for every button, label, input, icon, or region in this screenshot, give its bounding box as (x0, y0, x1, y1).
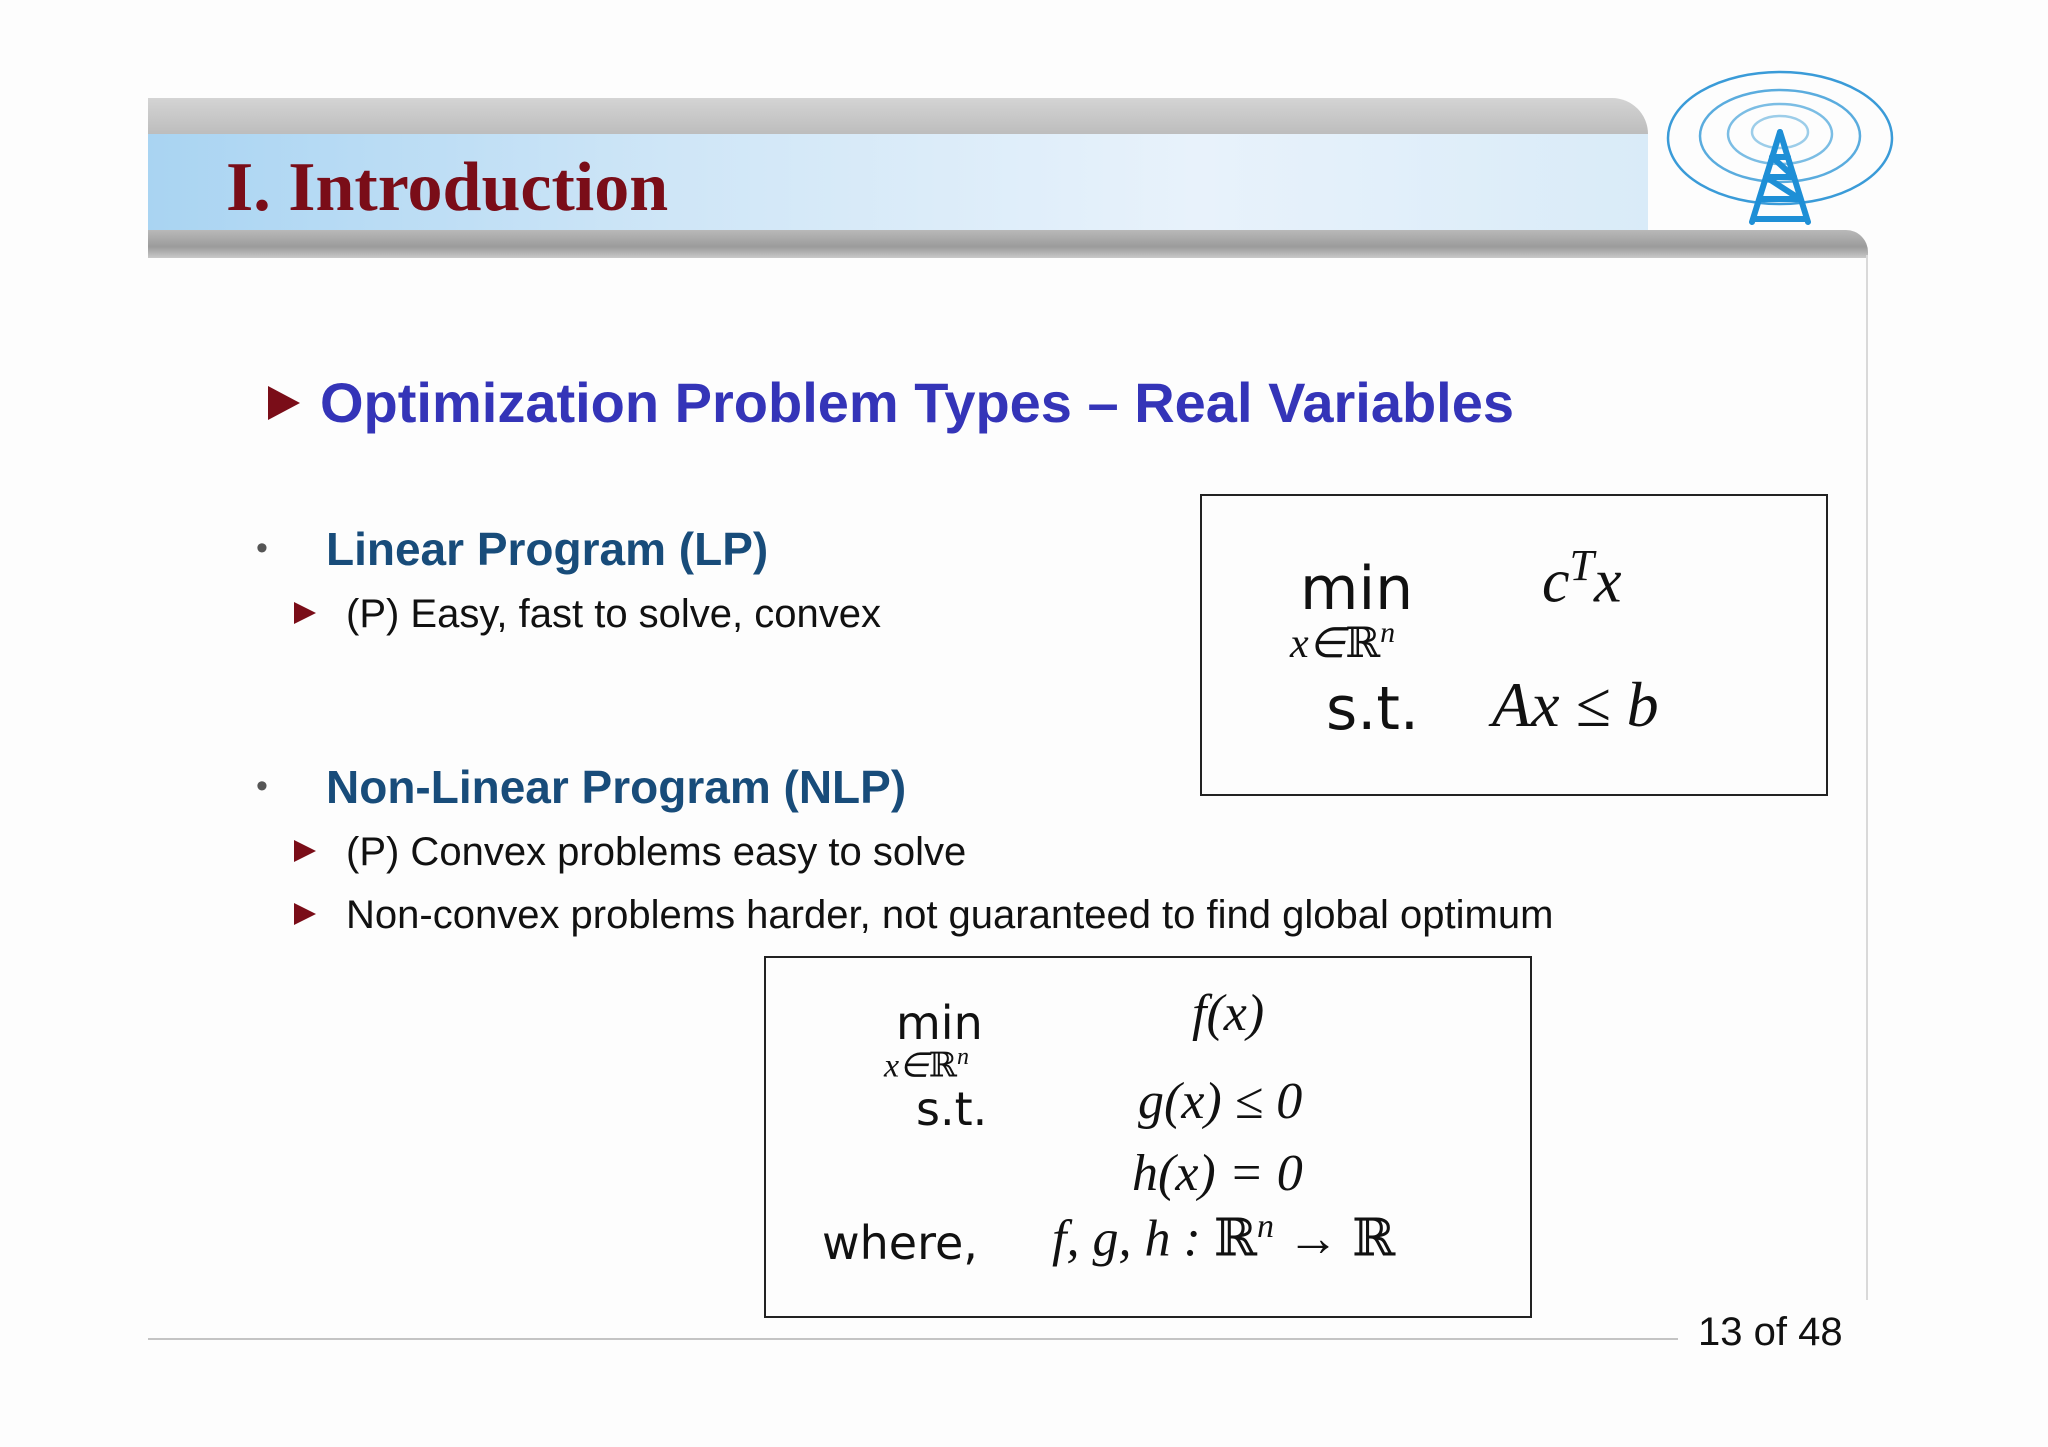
page-number: 13 of 48 (1698, 1310, 1843, 1354)
sub-bullet-nlp-1 (294, 830, 966, 875)
nlp-constraint-1: g(x) ≤ 0 (1138, 1073, 1303, 1130)
nlp-constraint-2: h(x) = 0 (1132, 1145, 1303, 1202)
nlp-formula-box (764, 956, 1532, 1318)
nlp-domain: x∈ℝ$^n$ (884, 1044, 969, 1086)
header-bar-top (148, 98, 1648, 134)
header-bar-bottom (148, 230, 1868, 258)
right-border-line (1866, 255, 1868, 1300)
radio-tower-icon (1660, 62, 1900, 230)
bullet-lp (256, 522, 768, 576)
triangle-bullet-icon (294, 602, 316, 624)
bullet-nlp (256, 760, 906, 814)
triangle-bullet-icon (294, 903, 316, 925)
triangle-bullet-icon (268, 386, 300, 420)
sub-bullet-lp-1 (294, 592, 881, 637)
sub-bullet-text: (P) Convex problems easy to solve (346, 830, 967, 874)
lp-st: s.t. (1326, 674, 1419, 744)
bullet-nlp-label: Non-Linear Program (NLP) (326, 761, 907, 813)
sub-bullet-text: Non-convex problems harder, not guaranteed to find global optimum (346, 893, 1554, 937)
footer-line (148, 1338, 1678, 1340)
lp-constraint: Ax ≤ b (1492, 669, 1659, 740)
section-title-text: Optimization Problem Types – Real Variables (320, 371, 1515, 434)
sub-bullet-nlp-2 (294, 893, 1553, 938)
nlp-st: s.t. (916, 1082, 988, 1136)
lp-domain: x∈ℝ$^n$ (1290, 616, 1396, 667)
bullet-dot: • (256, 767, 268, 805)
lp-min: min (1300, 554, 1414, 624)
triangle-bullet-icon (294, 840, 316, 862)
lp-objective: $c^Tx$ (1542, 541, 1622, 616)
section-title (268, 370, 1514, 435)
nlp-where: where, (822, 1216, 978, 1270)
slide-title: I. Introduction (226, 149, 669, 226)
lp-formula-box (1200, 494, 1828, 796)
nlp-min: min (896, 996, 983, 1050)
sub-bullet-text: (P) Easy, fast to solve, convex (346, 592, 882, 636)
nlp-mapping: f, g, h : ℝ$^n$ → ℝ (1052, 1208, 1396, 1269)
bullet-dot: • (256, 529, 268, 567)
bullet-lp-label: Linear Program (LP) (326, 523, 769, 575)
nlp-objective: f(x) (1192, 985, 1265, 1042)
